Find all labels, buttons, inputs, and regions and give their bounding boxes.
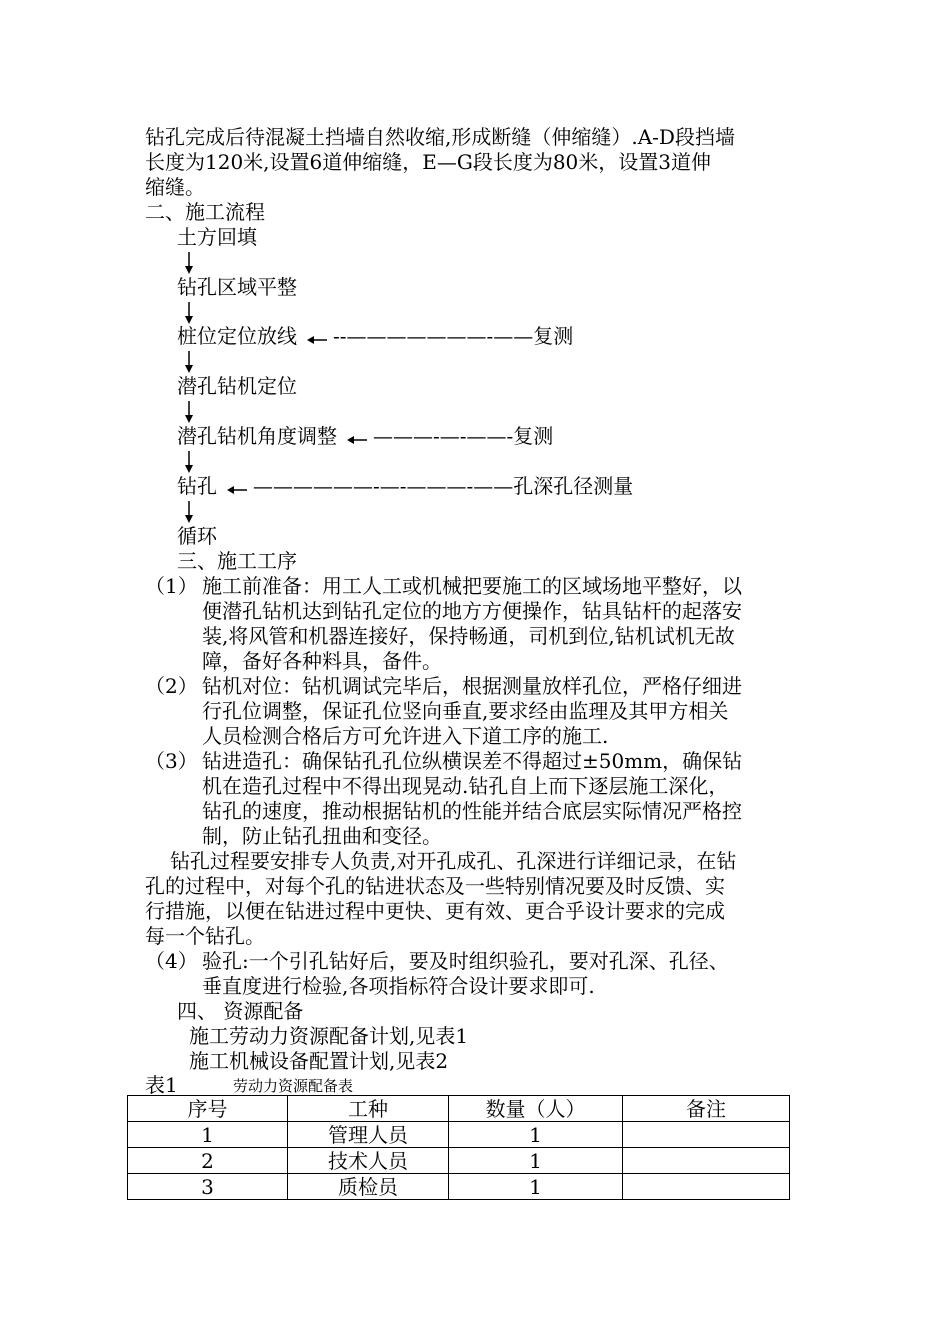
item-1-num: （1） [145, 574, 198, 598]
paragraph-line-4: 每一个钻孔。 [145, 924, 265, 948]
section4-heading: 四、 资源配备 [177, 999, 304, 1023]
left-arrow-icon [347, 426, 367, 450]
item-2-num: （2） [145, 674, 198, 698]
down-arrow-icon [185, 252, 193, 274]
table-cell: 1 [128, 1122, 288, 1148]
item-1-line-4: 障，备好各种料具，备件。 [202, 649, 442, 673]
item-4-line-2: 垂直度进行检验,各项指标符合设计要求即可. [202, 974, 595, 998]
item-1-line-2: 便潜孔钻机达到钻孔定位的地方方便操作，钻具钻杆的起落安 [202, 599, 742, 623]
item-3-line-2: 机在造孔过程中不得出现晃动.钻孔自上而下逐层施工深化， [202, 774, 729, 798]
item-3-line-3: 钻孔的速度，推动根据钻机的性能并结合底层实际情况严格控 [202, 799, 742, 823]
section2-heading: 二、施工流程 [145, 200, 265, 224]
table-cell: 3 [128, 1174, 288, 1200]
table-header-row [128, 1096, 790, 1122]
table-header-cell: 备注 [623, 1096, 790, 1122]
table-cell [623, 1148, 790, 1174]
table-cell: 1 [449, 1148, 623, 1174]
section3-heading: 三、施工工序 [177, 549, 297, 573]
down-arrow-icon [185, 451, 193, 473]
section4-line-1: 施工劳动力资源配备计划,见表1 [189, 1024, 469, 1048]
flow-step-3-row [177, 324, 573, 350]
flow-step-6: 钻孔 [177, 474, 217, 498]
flow-step-5-side: ———-—-——-复测 [373, 424, 554, 448]
table-cell [623, 1122, 790, 1148]
item-1-line-3: 装,将风管和机器连接好，保持畅通，司机到位,钻机试机无故 [202, 624, 735, 648]
left-arrow-icon [227, 476, 247, 500]
table-cell: 技术人员 [288, 1148, 449, 1174]
table-row [128, 1174, 790, 1200]
item-2-line-3: 人员检测合格后方可允许进入下道工序的施工. [202, 724, 609, 748]
table-cell [623, 1174, 790, 1200]
down-arrow-icon [185, 302, 193, 324]
table-header-cell: 序号 [128, 1096, 288, 1122]
left-arrow-icon [307, 326, 327, 350]
table-row [128, 1148, 790, 1174]
flow-step-3-side: --———————-——复测 [333, 324, 574, 348]
paragraph-line-3: 行措施，以便在钻进过程中更快、更有效、更合乎设计要求的完成 [145, 899, 725, 923]
down-arrow-icon [185, 401, 193, 423]
down-arrow-icon [185, 351, 193, 373]
paragraph-line-2: 孔的过程中，对每个孔的钻进状态及一些特别情况要及时反馈、实 [145, 874, 725, 898]
item-2-line-1: 钻机对位：钻机调试完毕后，根据测量放样孔位，严格仔细进 [202, 674, 742, 698]
table-cell: 1 [449, 1122, 623, 1148]
item-3-line-4: 制，防止钻孔扭曲和变径。 [202, 824, 442, 848]
down-arrow-icon [185, 501, 193, 523]
flow-step-2: 钻孔区域平整 [177, 275, 297, 299]
section4-line-2: 施工机械设备配置计划,见表2 [189, 1049, 449, 1073]
item-4-line-1: 验孔:一个引孔钻好后，要及时组织验孔，要对孔深、孔径、 [202, 949, 729, 973]
item-3-num: （3） [145, 749, 198, 773]
intro-line-2: 长度为120米,设置6道伸缩缝，E—G段长度为80米，设置3道伸 [145, 150, 712, 174]
flow-step-5: 潜孔钻机角度调整 [177, 424, 337, 448]
table-cell: 2 [128, 1148, 288, 1174]
table-row [128, 1122, 790, 1148]
table-header-cell: 工种 [288, 1096, 449, 1122]
flow-step-7: 循环 [177, 524, 217, 548]
intro-line-3: 缩缝。 [145, 175, 205, 199]
table1-label: 表1 [145, 1073, 178, 1097]
item-3-line-1: 钻进造孔：确保钻孔孔位纵横误差不得超过±50mm，确保钻 [202, 749, 743, 773]
table1-caption: 劳动力资源配备表 [233, 1077, 354, 1095]
intro-line-1: 钻孔完成后待混凝土挡墙自然收缩,形成断缝（伸缩缝）.A-D段挡墙 [145, 125, 735, 149]
item-1-line-1: 施工前准备：用工人工或机械把要施工的区域场地平整好，以 [202, 574, 742, 598]
flow-step-6-row [177, 474, 633, 500]
flow-step-1: 土方回填 [177, 225, 257, 249]
item-2-line-2: 行孔位调整，保证孔位竖向垂直,要求经由监理及其甲方相关 [202, 699, 729, 723]
flow-step-4: 潜孔钻机定位 [177, 374, 297, 398]
table-header-cell: 数量（人） [449, 1096, 623, 1122]
item-4-num: （4） [145, 949, 198, 973]
flow-step-6-side: ——————-—-———-——孔深孔径测量 [253, 474, 634, 498]
table-cell: 管理人员 [288, 1122, 449, 1148]
paragraph-line-1: 钻孔过程要安排专人负责,对开孔成孔、孔深进行详细记录，在钻 [170, 849, 737, 873]
labor-resource-table [127, 1095, 790, 1200]
flow-step-3: 桩位定位放线 [177, 324, 297, 348]
table-cell: 质检员 [288, 1174, 449, 1200]
table-cell: 1 [449, 1174, 623, 1200]
flow-step-5-row [177, 424, 553, 450]
